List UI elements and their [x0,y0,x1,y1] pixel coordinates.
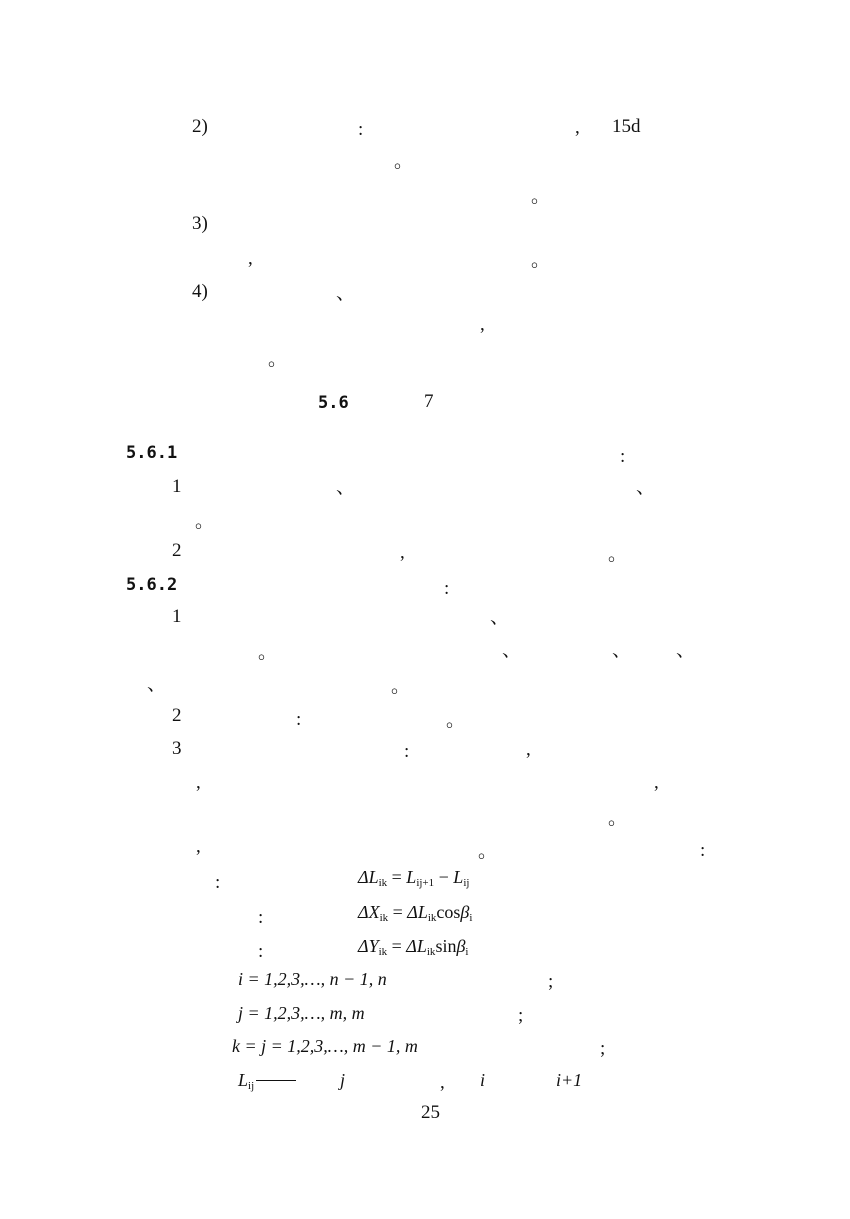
punct: , [196,772,201,793]
item-number: 1 [172,476,182,497]
page-number: 25 [421,1102,440,1123]
item-number: 2 [172,705,182,726]
punct: 、 [336,283,356,304]
formula-delta-x: $\Delta X_{ik} = \Delta L_{ik}\cos\beta_i$ [358,902,473,924]
item-number: 3 [172,738,182,759]
var-i: i [480,1070,486,1090]
def-i-range: i = 1,2,3,…, n − 1, n [238,969,387,989]
punct: 。 [394,151,414,172]
punct: 、 [147,674,167,695]
var-i-plus-1: i+1 [556,1070,583,1090]
punct: 、 [636,477,656,498]
distance-value: 15d [612,116,641,137]
punct: : [404,741,410,762]
punct: ; [548,971,554,992]
punct: 。 [478,841,498,862]
item-3-number: 3) [192,213,208,234]
punct: 。 [531,186,551,207]
punct: , [400,542,405,563]
punct: : [620,446,626,467]
item-2-number: 2) [192,116,208,137]
punct: , [248,248,253,269]
section-number: 5.6 [318,393,349,413]
item-number: 2 [172,540,182,561]
punct: : [258,941,264,962]
punct: ; [518,1005,524,1026]
punct: , [575,117,580,138]
punct: : [358,119,364,140]
item-number: 1 [172,606,182,627]
punct: 、 [612,640,632,661]
punct: , [480,314,485,335]
punct: : [215,872,221,893]
punct: : [700,840,706,861]
punct: 。 [531,250,551,271]
punct: 。 [608,808,628,829]
def-k-range: k = j = 1,2,3,…, m − 1, m [232,1036,418,1056]
def-j-range: j = 1,2,3,…, m, m [238,1003,365,1023]
section-title-tail: 7 [424,391,434,412]
punct: , [526,739,531,760]
punct: 、 [676,640,696,661]
em-dash [256,1080,296,1081]
punct: 、 [490,607,510,628]
clause-5-6-2-number: 5.6.2 [126,575,178,595]
clause-5-6-1-number: 5.6.1 [126,443,178,463]
punct: : [296,709,302,730]
punct: 。 [446,710,466,731]
punct: : [258,907,264,928]
punct: ; [600,1038,606,1059]
var-j: j [340,1070,346,1090]
punct: 。 [268,349,288,370]
def-l-symbol: $L_{ij}$ [238,1071,296,1092]
punct: , [654,772,659,793]
punct: 。 [608,544,628,565]
formula-delta-l: $\Delta L_{ik} = L_{ij+1} - L_{ij}$ [358,867,470,889]
formula-delta-y: $\Delta Y_{ik} = \Delta L_{ik}\sin\beta_i$ [358,936,469,958]
punct: 。 [195,511,215,532]
item-4-number: 4) [192,281,208,302]
punct: , [440,1072,445,1093]
punct: 、 [336,477,356,498]
punct: , [196,836,201,857]
punct: 。 [391,676,411,697]
punct: 。 [258,642,278,663]
punct: : [444,578,450,599]
punct: 、 [502,640,522,661]
